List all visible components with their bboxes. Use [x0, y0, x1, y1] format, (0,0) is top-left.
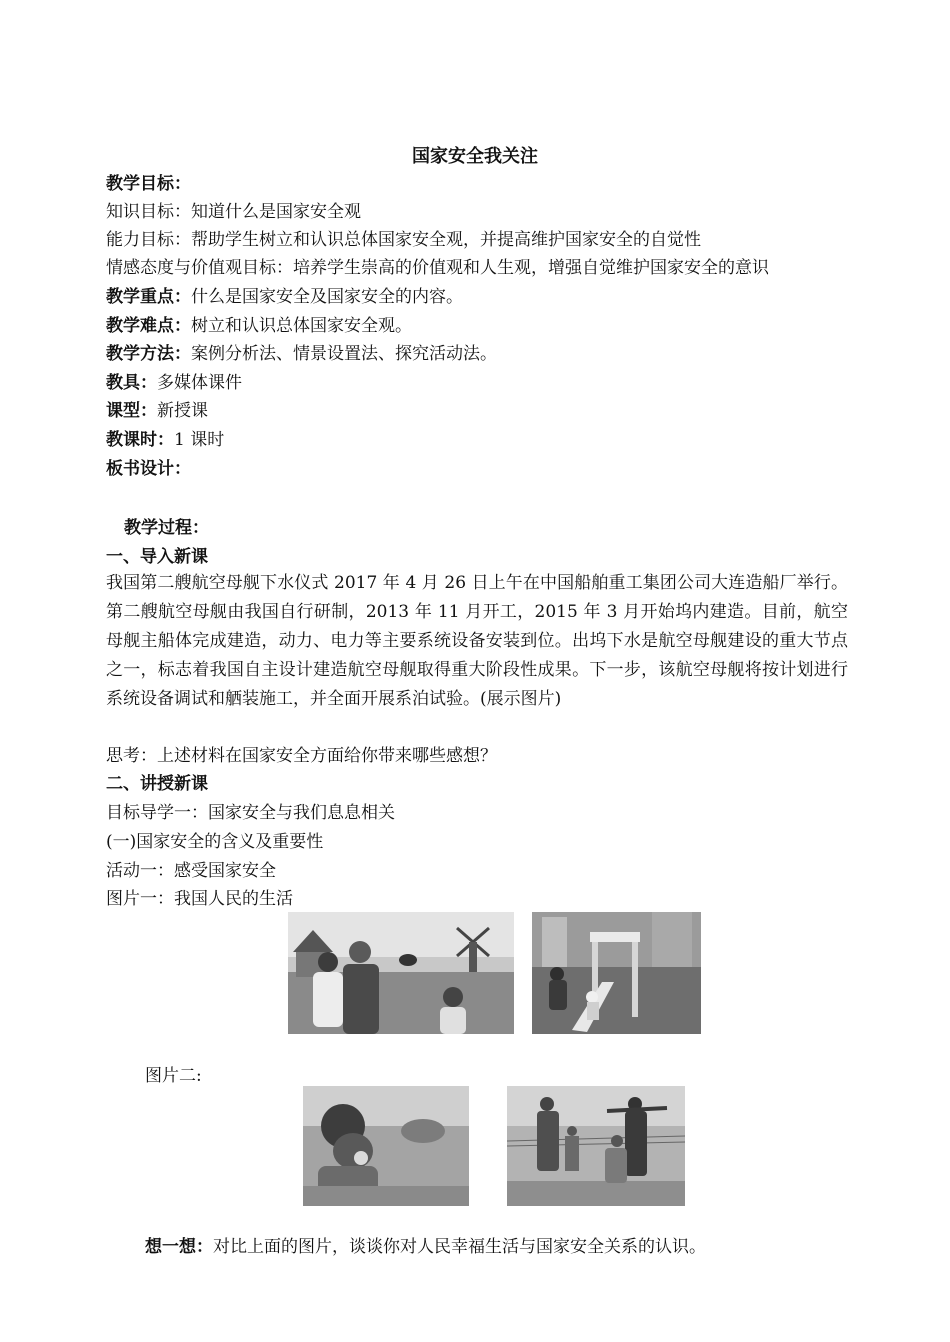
difficulty-point [106, 312, 412, 340]
emotion-objective: 情感态度与价值观目标：培养学生崇高的价值观和人生观，增强自觉维护国家安全的意识 [106, 258, 769, 278]
method-label: 教学方法： [106, 344, 191, 364]
section-intro-heading: 一、导入新课 [106, 547, 208, 567]
key-point [106, 283, 463, 311]
gas-mask-child-photo [303, 1086, 469, 1206]
lesson-type [106, 397, 208, 425]
process-heading: 教学过程： [124, 518, 209, 538]
hours-label: 教课时： [106, 430, 174, 450]
objectives-heading: 教学目标： [106, 174, 191, 194]
hours-text: 1 课时 [174, 430, 225, 450]
board-design: 板书设计： [106, 459, 191, 479]
picture-two-caption: 图片二: [145, 1066, 202, 1086]
key-point-label: 教学重点： [106, 287, 191, 307]
knowledge-objective: 知识目标：知道什么是国家安全观 [106, 202, 361, 222]
subsection-one: (一)国家安全的含义及重要性 [106, 832, 324, 852]
type-text: 新授课 [157, 401, 208, 421]
tools-label: 教具： [106, 373, 157, 393]
reflect-prompt [145, 1233, 706, 1261]
think-question: 思考：上述材料在国家安全方面给你带来哪些感想？ [106, 746, 497, 766]
section-teach-heading: 二、讲授新课 [106, 774, 208, 794]
soldiers-photo [507, 1086, 685, 1206]
teaching-method [106, 340, 497, 368]
method-text: 案例分析法、情景设置法、探究活动法。 [191, 344, 497, 364]
teaching-tools [106, 369, 242, 397]
playground-photo [532, 912, 701, 1034]
tools-text: 多媒体课件 [157, 373, 242, 393]
class-hours [106, 426, 224, 454]
type-label: 课型： [106, 401, 157, 421]
difficulty-text: 树立和认识总体国家安全观。 [191, 316, 412, 336]
reflect-label: 想一想： [145, 1237, 213, 1257]
key-point-text: 什么是国家安全及国家安全的内容。 [191, 287, 463, 307]
difficulty-label: 教学难点： [106, 316, 191, 336]
page-title: 国家安全我关注 [412, 146, 538, 167]
family-photo [288, 912, 514, 1034]
goal-one: 目标导学一：国家安全与我们息息相关 [106, 803, 395, 823]
reflect-text: 对比上面的图片，谈谈你对人民幸福生活与国家安全关系的认识。 [213, 1237, 706, 1257]
intro-paragraph: 我国第二艘航空母舰下水仪式 2017 年 4 月 26 日上午在中国船舶重工集团公司大连造船厂举行。第二艘航空母舰由我国自行研制，2013 年 11 月开工，2015 年 3 月开始坞内建造。目前，航空母舰主船体完成建造，动力、电力等主要系统设备安装到位。出坞下水是航空母舰建设的重大节点之一，标志着我国自主设计建造航空母舰取得重大阶段性成果。下一步，该航空母舰将按计划进行系统设备调试和舾装施工，并全面开展系泊试验。(展示图片) [106, 573, 848, 709]
activity-one: 活动一：感受国家安全 [106, 861, 276, 881]
picture-one-caption: 图片一：我国人民的生活 [106, 889, 293, 909]
ability-objective: 能力目标：帮助学生树立和认识总体国家安全观，并提高维护国家安全的自觉性 [106, 230, 701, 250]
